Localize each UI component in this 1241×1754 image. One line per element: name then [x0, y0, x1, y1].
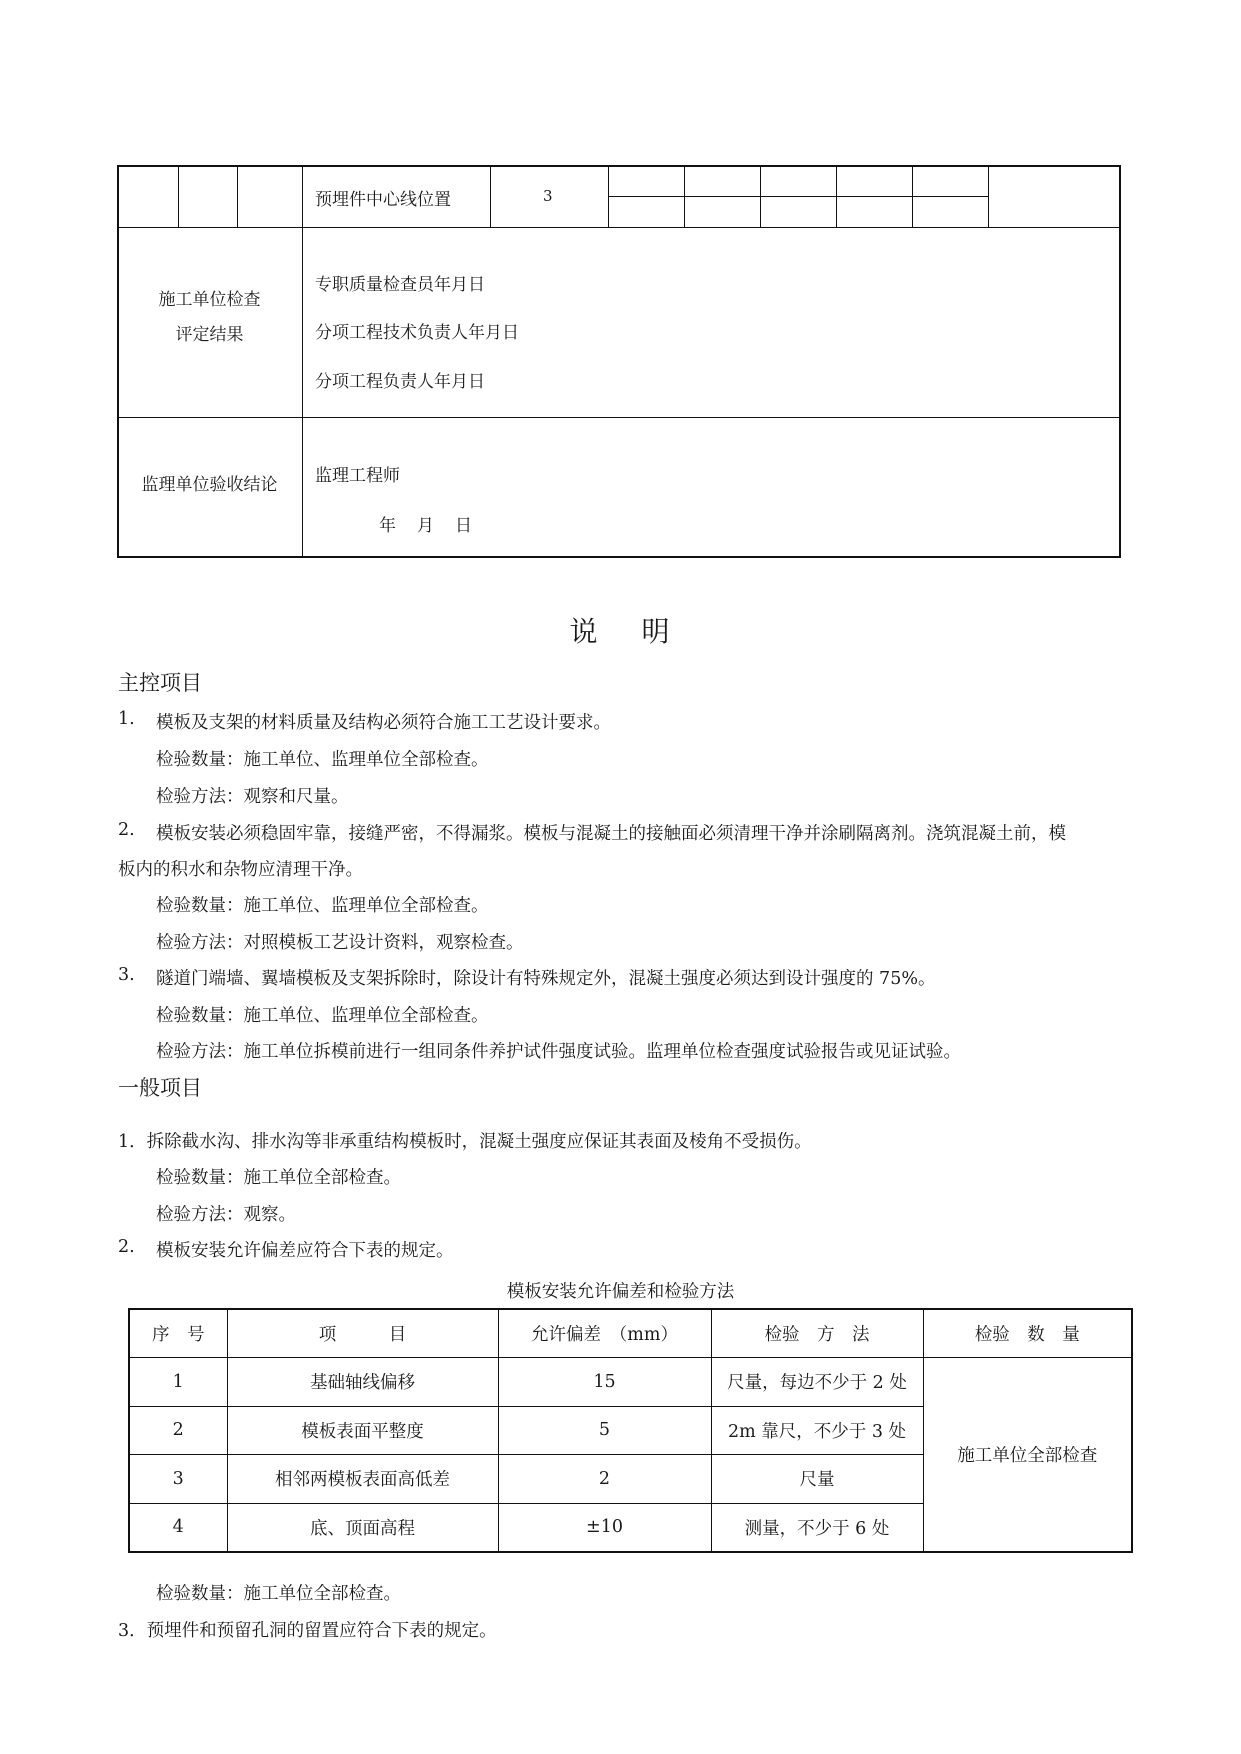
- form-col-line: [988, 165, 989, 227]
- after-table-text: 3．预埋件和预留孔洞的留置应符合下表的规定。: [118, 1621, 497, 1641]
- header-cell: 项 目: [227, 1309, 498, 1357]
- row-tolerance: 15: [498, 1357, 711, 1406]
- main-item-text: 隧道门端墙、翼墙模板及支架拆除时，除设计有特殊规定外，混凝土强度必须达到设计强度的 75%。: [156, 969, 936, 989]
- section-heading-main: 主控项目: [118, 671, 202, 695]
- embedded-part-label: 预埋件中心线位置: [315, 190, 451, 210]
- form-border-top: [117, 165, 1121, 167]
- row-method: 2m 靠尺，不少于 3 处: [711, 1406, 923, 1454]
- acceptance-form: [117, 165, 1121, 558]
- form-row-line-2: [117, 417, 1121, 418]
- main-item-text: 板内的积水和杂物应清理干净。: [118, 860, 363, 880]
- contractor-inspection-label-2: 评定结果: [175, 325, 244, 345]
- header-cell: 序 号: [129, 1309, 227, 1357]
- page-title: [0, 610, 1241, 650]
- date-day: 日: [455, 516, 472, 536]
- item-number: 3.: [118, 965, 135, 985]
- date-month: 月: [417, 516, 434, 536]
- header-cell: 检验 方 法: [711, 1309, 923, 1357]
- embedded-part-tolerance: 3: [543, 187, 553, 205]
- header-cell: 允许偏差 （mm）: [498, 1309, 711, 1357]
- form-col-line-main: [302, 165, 303, 558]
- item-number: 2.: [118, 1237, 135, 1257]
- row-tolerance: 2: [498, 1454, 711, 1503]
- form-col-line: [237, 165, 238, 227]
- row-item: 相邻两模板表面高低差: [227, 1454, 498, 1503]
- table-header-row: [129, 1309, 1132, 1357]
- row-method: 测量，不少于 6 处: [711, 1503, 923, 1552]
- general-item-text: 检验数量：施工单位全部检查。: [156, 1168, 401, 1188]
- title-char-1: 说: [569, 615, 600, 648]
- main-item-text: 检验数量：施工单位、监理单位全部检查。: [156, 1006, 489, 1026]
- form-subrow-line: [608, 196, 988, 197]
- form-col-line: [178, 165, 179, 227]
- form-row-line-1: [117, 227, 1121, 228]
- merged-quantity-cell: 施工单位全部检查: [923, 1357, 1132, 1552]
- row-tolerance: ±10: [498, 1503, 711, 1552]
- technical-lead-signature-line: 分项工程技术负责人年月日: [315, 323, 519, 343]
- main-item-text: 模板安装必须稳固牢靠，接缝严密，不得漏浆。模板与混凝土的接触面必须清理干净并涂刷隔离剂。浇筑混凝土前，模: [156, 824, 1066, 844]
- section-heading-general: 一般项目: [118, 1076, 202, 1100]
- date-year: 年: [379, 516, 396, 536]
- main-item-text: 检验方法：对照模板工艺设计资料，观察检查。: [156, 933, 524, 953]
- form-border-right: [1119, 165, 1121, 558]
- form-border-bottom: [117, 556, 1121, 558]
- header-cell: 检验 数 量: [923, 1309, 1132, 1357]
- title-char-2: 明: [641, 615, 672, 648]
- table-caption: 模板安装允许偏差和检验方法: [506, 1282, 735, 1302]
- row-index: 1: [129, 1357, 227, 1406]
- row-item: 底、顶面高程: [227, 1503, 498, 1552]
- supervising-engineer-line: 监理工程师: [315, 466, 400, 486]
- row-method: 尺量: [711, 1454, 923, 1503]
- general-item-text: 检验方法：观察。: [156, 1205, 296, 1225]
- row-index: 4: [129, 1503, 227, 1552]
- project-lead-signature-line: 分项工程负责人年月日: [315, 372, 485, 392]
- main-item-text: 检验数量：施工单位、监理单位全部检查。: [156, 896, 489, 916]
- after-table-text: 检验数量：施工单位全部检查。: [156, 1584, 401, 1604]
- row-tolerance: 5: [498, 1406, 711, 1454]
- tolerance-table: [128, 1308, 1133, 1553]
- main-item-text: 检验数量：施工单位、监理单位全部检查。: [156, 750, 489, 770]
- supervision-conclusion-label: 监理单位验收结论: [141, 475, 278, 495]
- row-method: 尺量，每边不少于 2 处: [711, 1357, 923, 1406]
- general-item-text: 模板安装允许偏差应符合下表的规定。: [156, 1241, 454, 1261]
- inspector-signature-line: 专职质量检查员年月日: [315, 275, 485, 295]
- row-index: 2: [129, 1406, 227, 1454]
- main-item-text: 检验方法：施工单位拆模前进行一组同条件养护试件强度试验。监理单位检查强度试验报告或见证试验。: [156, 1042, 961, 1062]
- row-item: 模板表面平整度: [227, 1406, 498, 1454]
- table-row: [129, 1357, 1132, 1406]
- item-number: 1.: [118, 709, 135, 729]
- main-item-text: 检验方法：观察和尺量。: [156, 787, 349, 807]
- main-item-text: 模板及支架的材料质量及结构必须符合施工工艺设计要求。: [156, 713, 611, 733]
- row-item: 基础轴线偏移: [227, 1357, 498, 1406]
- form-col-line: [490, 165, 491, 227]
- item-number: 2.: [118, 820, 135, 840]
- form-border-left: [117, 165, 119, 558]
- contractor-inspection-label: 施工单位检查: [158, 290, 261, 310]
- general-item-text: 1．拆除截水沟、排水沟等非承重结构模板时，混凝土强度应保证其表面及棱角不受损伤。: [118, 1132, 812, 1152]
- row-index: 3: [129, 1454, 227, 1503]
